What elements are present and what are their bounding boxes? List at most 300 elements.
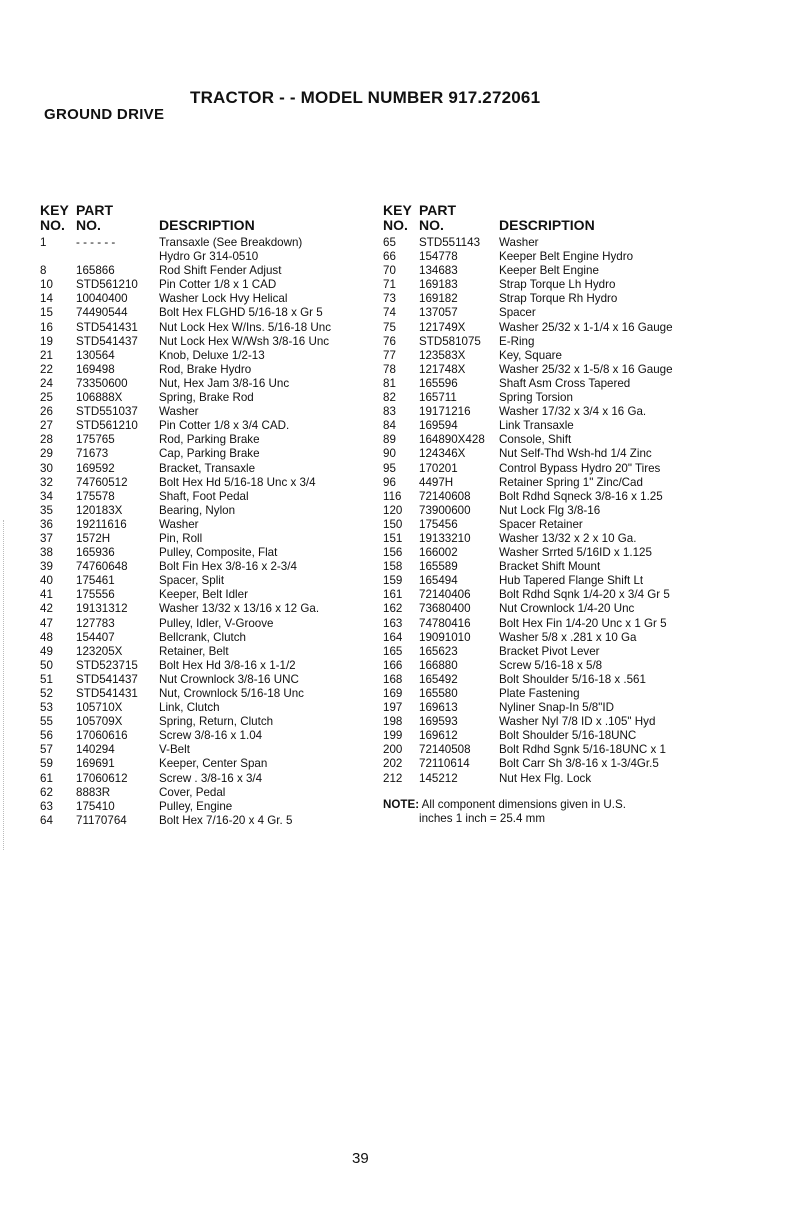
key-no: 82 <box>383 391 396 405</box>
key-header-line2: NO. <box>383 217 408 233</box>
part-no: 165580 <box>419 687 458 700</box>
part-header-line2: NO. <box>76 217 101 233</box>
table-row <box>40 546 370 560</box>
key-no: 19 <box>40 334 53 348</box>
table-row <box>383 433 723 447</box>
part-description: Nut Crownlock 1/4-20 Unc <box>499 602 635 616</box>
part-no: STD541431 <box>76 320 138 334</box>
part-description: Nut Self-Thd Wsh-hd 1/4 Zinc <box>499 447 652 461</box>
part-description: Plate Fastening <box>499 687 580 700</box>
table-row <box>40 814 370 828</box>
part-no: 134683 <box>419 264 458 278</box>
table-row <box>40 800 370 814</box>
table-row <box>383 264 723 278</box>
key-no: 200 <box>383 743 403 757</box>
table-row <box>40 786 370 800</box>
description-header: DESCRIPTION <box>159 217 255 233</box>
key-no: 151 <box>383 531 403 545</box>
part-no: 121749X <box>419 320 466 334</box>
key-no: 32 <box>40 475 53 489</box>
key-no: 83 <box>383 405 396 419</box>
part-description: V-Belt <box>159 743 190 757</box>
part-description: Bolt Hex Fin 1/4-20 Unc x 1 Gr 5 <box>499 616 667 630</box>
table-row <box>383 602 723 616</box>
table-row <box>383 659 723 673</box>
key-no: 14 <box>40 292 53 306</box>
part-description: Retainer, Belt <box>159 644 229 658</box>
table-row <box>40 645 370 659</box>
part-description: Pulley, Idler, V-Groove <box>159 616 274 630</box>
part-no: 8883R <box>76 785 111 799</box>
table-header <box>40 202 370 236</box>
part-description: Bolt Shoulder 5/16-18 x .561 <box>499 672 646 686</box>
key-no: 53 <box>40 701 53 715</box>
key-no: 52 <box>40 687 53 700</box>
part-description: Washer 5/8 x .281 x 10 Ga <box>499 630 637 644</box>
key-no: 71 <box>383 278 396 292</box>
key-no: 202 <box>383 757 403 771</box>
part-no: 175456 <box>419 517 458 531</box>
table-row <box>40 729 370 743</box>
part-no: STD561210 <box>76 419 138 433</box>
part-no: 105710X <box>76 701 123 715</box>
part-description: Nut, Crownlock 5/16-18 Unc <box>159 687 304 700</box>
part-description: Screw 5/16-18 x 5/8 <box>499 658 603 672</box>
part-description: Link, Clutch <box>159 701 220 715</box>
key-no: 34 <box>40 489 53 503</box>
part-no: 19131312 <box>76 602 128 616</box>
description-header: DESCRIPTION <box>499 217 595 233</box>
part-description: Keeper Belt Engine <box>499 264 599 278</box>
key-no: 1 <box>40 236 47 249</box>
key-no: 29 <box>40 447 53 461</box>
key-no: 164 <box>383 630 403 644</box>
part-no: 72140406 <box>419 588 471 602</box>
note-line2: inches 1 inch = 25.4 mm <box>419 811 545 825</box>
part-no: STD541431 <box>76 687 138 700</box>
table-row <box>40 687 370 701</box>
key-no: 36 <box>40 517 53 531</box>
key-no: 30 <box>40 461 53 475</box>
part-no: 10040400 <box>76 292 128 306</box>
part-description: Rod Shift Fender Adjust <box>159 264 282 278</box>
part-no: 72110614 <box>419 757 470 771</box>
part-no: 169613 <box>419 701 458 715</box>
part-no: 165492 <box>419 672 458 686</box>
table-row <box>383 250 723 264</box>
part-header-line1: PART <box>419 202 457 218</box>
part-no: 145212 <box>419 771 458 785</box>
key-no: 158 <box>383 560 403 574</box>
table-row <box>40 772 370 786</box>
table-row <box>383 729 723 743</box>
key-no: 76 <box>383 334 396 348</box>
part-no: 74780416 <box>419 616 471 630</box>
key-no: 8 <box>40 264 47 278</box>
part-description: Washer 13/32 x 2 x 10 Ga. <box>499 531 637 545</box>
part-description: Cover, Pedal <box>159 785 226 799</box>
table-row <box>383 419 723 433</box>
table-row <box>40 236 370 250</box>
part-description: Strap Torque Rh Hydro <box>499 292 618 306</box>
note-label: NOTE: <box>383 797 420 811</box>
key-no: 47 <box>40 616 53 630</box>
table-row <box>40 321 370 335</box>
key-no: 150 <box>383 517 403 531</box>
part-no: 121748X <box>419 362 466 376</box>
table-row <box>40 602 370 616</box>
part-no: 130564 <box>76 348 115 362</box>
table-row <box>383 588 723 602</box>
part-no: 166002 <box>419 546 458 560</box>
part-description: Washer 13/32 x 13/16 x 12 Ga. <box>159 602 320 616</box>
key-no: 78 <box>383 362 396 376</box>
key-no: 26 <box>40 405 53 419</box>
part-no: 71170764 <box>76 813 127 827</box>
part-no: 74760512 <box>76 475 128 489</box>
table-row <box>40 363 370 377</box>
key-no: 84 <box>383 419 396 433</box>
part-no: 175765 <box>76 433 115 447</box>
key-header-line1: KEY <box>40 202 69 218</box>
part-no: STD541437 <box>76 334 138 348</box>
table-row <box>383 701 723 715</box>
key-no: 77 <box>383 348 396 362</box>
table-row <box>383 532 723 546</box>
part-no: 123583X <box>419 348 466 362</box>
part-no: 72140608 <box>419 489 471 503</box>
table-row <box>383 278 723 292</box>
table-row <box>40 673 370 687</box>
table-row <box>40 743 370 757</box>
parts-rows-right <box>383 236 723 786</box>
table-row <box>383 490 723 504</box>
key-no: 65 <box>383 236 396 249</box>
table-row <box>40 433 370 447</box>
table-row <box>40 574 370 588</box>
part-description: Nut Crownlock 3/8-16 UNC <box>159 672 299 686</box>
key-no: 25 <box>40 391 53 405</box>
key-no: 61 <box>40 771 53 785</box>
part-description: Knob, Deluxe 1/2-13 <box>159 348 265 362</box>
key-no: 42 <box>40 602 53 616</box>
part-no: 169593 <box>419 715 458 729</box>
part-description: Shaft Asm Cross Tapered <box>499 376 631 390</box>
part-no: 154407 <box>76 630 115 644</box>
part-no: - - - - - - <box>76 236 116 249</box>
part-description: Washer 25/32 x 1-1/4 x 16 Gauge <box>499 320 673 334</box>
table-row <box>40 757 370 771</box>
part-description: Nut Lock Flg 3/8-16 <box>499 503 601 517</box>
key-no: 212 <box>383 771 403 785</box>
key-no: 24 <box>40 376 53 390</box>
page-title: TRACTOR - - MODEL NUMBER 917.272061 <box>190 88 541 107</box>
part-description: Bracket Shift Mount <box>499 560 601 574</box>
part-description: Pin Cotter 1/8 x 3/4 CAD. <box>159 419 290 433</box>
note-line1: All component dimensions given in U.S. <box>421 797 626 811</box>
part-description: Bracket, Transaxle <box>159 461 256 475</box>
part-description: Pulley, Engine <box>159 799 233 813</box>
part-description: Bolt Hex FLGHD 5/16-18 x Gr 5 <box>159 306 323 320</box>
key-no: 57 <box>40 743 53 757</box>
part-description: Spacer Retainer <box>499 517 583 531</box>
part-description: Spring, Brake Rod <box>159 391 254 405</box>
key-header-line1: KEY <box>383 202 412 218</box>
key-no: 39 <box>40 560 53 574</box>
part-description: Washer Nyl 7/8 ID x .105" Hyd <box>499 715 656 729</box>
part-description: Nut Hex Flg. Lock <box>499 771 592 785</box>
part-description: Bracket Pivot Lever <box>499 644 600 658</box>
key-no: 56 <box>40 729 53 743</box>
table-row <box>383 321 723 335</box>
table-row <box>383 631 723 645</box>
part-no: 169182 <box>419 292 458 306</box>
key-no: 198 <box>383 715 403 729</box>
part-no: 74760648 <box>76 560 128 574</box>
table-row <box>40 377 370 391</box>
part-no: 19091010 <box>419 630 471 644</box>
table-row <box>40 292 370 306</box>
key-no: 55 <box>40 715 53 729</box>
part-description: Keeper, Center Span <box>159 757 268 771</box>
key-no: 15 <box>40 306 53 320</box>
table-row <box>383 772 723 786</box>
part-description: Keeper, Belt Idler <box>159 588 248 602</box>
key-no: 70 <box>383 264 396 278</box>
part-no: 73900600 <box>419 503 471 517</box>
part-no: STD551143 <box>419 236 481 249</box>
key-no: 168 <box>383 672 403 686</box>
part-description: Bolt Hex Hd 3/8-16 x 1-1/2 <box>159 658 296 672</box>
section-title: GROUND DRIVE <box>44 106 165 123</box>
table-row <box>40 349 370 363</box>
table-row <box>383 405 723 419</box>
key-no: 166 <box>383 658 403 672</box>
key-no: 169 <box>383 687 403 700</box>
part-description: Strap Torque Lh Hydro <box>499 278 616 292</box>
part-no: 17060612 <box>76 771 128 785</box>
table-row <box>40 306 370 320</box>
table-row <box>383 504 723 518</box>
dimension-note <box>383 798 723 826</box>
part-description: Spring, Return, Clutch <box>159 715 274 729</box>
part-no: 169183 <box>419 278 458 292</box>
table-row <box>383 349 723 363</box>
table-row <box>383 743 723 757</box>
key-no: 120 <box>383 503 403 517</box>
key-no: 16 <box>40 320 53 334</box>
table-row <box>40 462 370 476</box>
part-description: Bearing, Nylon <box>159 503 236 517</box>
part-no: 165623 <box>419 644 458 658</box>
part-description: Washer <box>499 236 539 249</box>
part-no: 120183X <box>76 503 123 517</box>
part-no: 1572H <box>76 531 111 545</box>
table-row <box>40 391 370 405</box>
part-no: 165589 <box>419 560 458 574</box>
part-description: Bolt Hex Hd 5/16-18 Unc x 3/4 <box>159 475 316 489</box>
table-row <box>40 588 370 602</box>
part-header-line2: NO. <box>419 217 444 233</box>
part-description: Bolt Rdhd Sqneck 3/8-16 x 1.25 <box>499 489 663 503</box>
part-no: 73350600 <box>76 376 128 390</box>
table-row <box>40 335 370 349</box>
table-row <box>383 518 723 532</box>
key-no: 40 <box>40 574 53 588</box>
table-row <box>40 504 370 518</box>
part-description: Bolt Carr Sh 3/8-16 x 1-3/4Gr.5 <box>499 757 659 771</box>
table-row <box>40 532 370 546</box>
table-row <box>40 659 370 673</box>
part-no: 170201 <box>419 461 458 475</box>
table-row <box>383 645 723 659</box>
table-row <box>383 715 723 729</box>
part-no: 105709X <box>76 715 123 729</box>
key-no: 162 <box>383 602 403 616</box>
key-no: 89 <box>383 433 396 447</box>
table-row <box>383 574 723 588</box>
table-row <box>383 673 723 687</box>
key-no: 90 <box>383 447 396 461</box>
table-row <box>383 306 723 320</box>
part-description: Shaft, Foot Pedal <box>159 489 249 503</box>
key-no: 159 <box>383 574 403 588</box>
part-description: Nut Lock Hex W/Wsh 3/8-16 Unc <box>159 334 330 348</box>
part-description: Washer 17/32 x 3/4 x 16 Ga. <box>499 405 647 419</box>
part-no: STD541437 <box>76 672 138 686</box>
part-description: Washer <box>159 405 199 419</box>
part-description: Key, Square <box>499 348 562 362</box>
part-description: Nut, Hex Jam 3/8-16 Unc <box>159 376 290 390</box>
part-description: Spacer, Split <box>159 574 225 588</box>
part-description: Bolt Fin Hex 3/8-16 x 2-3/4 <box>159 560 297 574</box>
part-description: Bolt Rdhd Sgnk 5/16-18UNC x 1 <box>499 743 666 757</box>
key-no: 75 <box>383 320 396 334</box>
page-number: 39 <box>352 1150 369 1167</box>
key-no: 199 <box>383 729 403 743</box>
table-row <box>40 447 370 461</box>
part-no: 165936 <box>76 546 115 560</box>
part-description: Rod, Brake Hydro <box>159 362 252 376</box>
part-no: 165596 <box>419 376 458 390</box>
part-description: Bolt Rdhd Sqnk 1/4-20 x 3/4 Gr 5 <box>499 588 670 602</box>
table-row <box>40 476 370 490</box>
key-no: 161 <box>383 588 403 602</box>
table-row <box>383 377 723 391</box>
part-description: Pulley, Composite, Flat <box>159 546 278 560</box>
part-description: Link Transaxle <box>499 419 574 433</box>
part-description: Hydro Gr 314-0510 <box>159 250 259 264</box>
part-description: Console, Shift <box>499 433 572 447</box>
key-no: 10 <box>40 278 53 292</box>
part-description: Nut Lock Hex W/Ins. 5/16-18 Unc <box>159 320 332 334</box>
table-row <box>383 546 723 560</box>
part-no: 175410 <box>76 799 115 813</box>
table-row <box>40 518 370 532</box>
key-no: 59 <box>40 757 53 771</box>
table-row <box>40 617 370 631</box>
table-row <box>383 391 723 405</box>
parts-rows-left <box>40 236 370 828</box>
part-description: Washer 25/32 x 1-5/8 x 16 Gauge <box>499 362 673 376</box>
key-no: 63 <box>40 799 53 813</box>
part-no: 74490544 <box>76 306 128 320</box>
table-row <box>383 757 723 771</box>
key-no: 35 <box>40 503 53 517</box>
key-no: 62 <box>40 785 53 799</box>
key-no: 66 <box>383 250 396 264</box>
part-description: Bolt Hex 7/16-20 x 4 Gr. 5 <box>159 813 293 827</box>
part-no: 137057 <box>419 306 458 320</box>
part-no: 19133210 <box>419 531 471 545</box>
key-no: 50 <box>40 658 53 672</box>
table-row <box>383 236 723 250</box>
part-no: 175556 <box>76 588 115 602</box>
part-no: 154778 <box>419 250 458 264</box>
part-header-line1: PART <box>76 202 114 218</box>
table-row <box>40 250 370 264</box>
scan-edge-marks <box>3 520 5 850</box>
part-no: 72140508 <box>419 743 471 757</box>
table-row <box>40 405 370 419</box>
table-row <box>383 617 723 631</box>
key-no: 49 <box>40 644 53 658</box>
table-row <box>40 715 370 729</box>
key-header-line2: NO. <box>40 217 65 233</box>
part-no: 73680400 <box>419 602 471 616</box>
part-description: Rod, Parking Brake <box>159 433 260 447</box>
part-description: Spring Torsion <box>499 391 573 405</box>
part-no: 169691 <box>76 757 115 771</box>
table-row <box>383 462 723 476</box>
parts-table-right <box>383 202 723 826</box>
key-no: 74 <box>383 306 396 320</box>
key-no: 48 <box>40 630 53 644</box>
key-no: 27 <box>40 419 53 433</box>
table-row <box>40 490 370 504</box>
part-description: Nyliner Snap-In 5/8"ID <box>499 701 614 715</box>
part-no: 140294 <box>76 743 115 757</box>
part-description: Bolt Shoulder 5/16-18UNC <box>499 729 637 743</box>
key-no: 22 <box>40 362 53 376</box>
key-no: 156 <box>383 546 403 560</box>
table-header <box>383 202 723 236</box>
table-row <box>40 278 370 292</box>
part-no: 169612 <box>419 729 458 743</box>
part-no: 175578 <box>76 489 115 503</box>
key-no: 41 <box>40 588 53 602</box>
key-no: 37 <box>40 531 53 545</box>
part-description: Control Bypass Hydro 20" Tires <box>499 461 661 475</box>
key-no: 64 <box>40 813 53 827</box>
part-description: Washer Lock Hvy Helical <box>159 292 288 306</box>
table-row <box>383 335 723 349</box>
part-description: Screw 3/8-16 x 1.04 <box>159 729 263 743</box>
part-no: 106888X <box>76 391 123 405</box>
part-no: 4497H <box>419 475 454 489</box>
part-no: 127783 <box>76 616 115 630</box>
part-no: 165866 <box>76 264 115 278</box>
key-no: 197 <box>383 701 403 715</box>
table-row <box>383 560 723 574</box>
part-no: 165494 <box>419 574 458 588</box>
part-no: 17060616 <box>76 729 128 743</box>
part-no: 165711 <box>419 391 457 405</box>
parts-table-left <box>40 202 370 828</box>
table-row <box>383 687 723 701</box>
part-description: Screw . 3/8-16 x 3/4 <box>159 771 263 785</box>
part-no: 19211616 <box>76 517 127 531</box>
